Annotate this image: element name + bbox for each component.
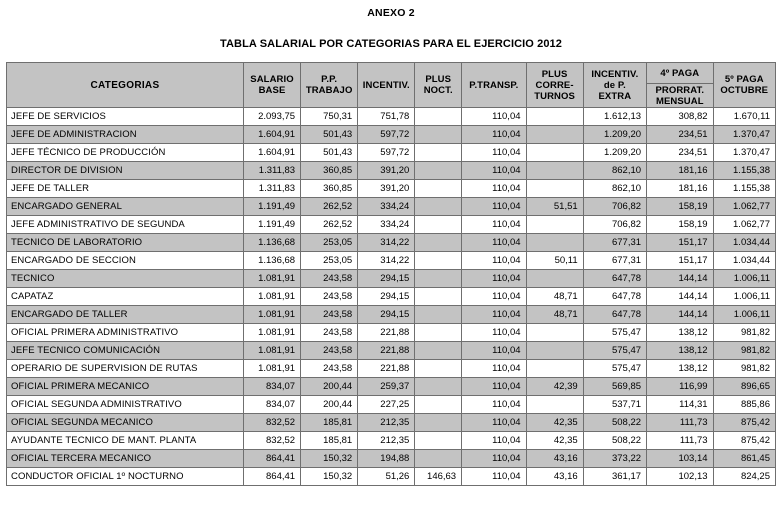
- cell-salario-base: 834,07: [243, 396, 300, 414]
- cell-paga-octubre: 875,42: [713, 414, 775, 432]
- cell-pp-trabajo: 243,58: [301, 306, 358, 324]
- cell-incentiv-p-extra: 1.209,20: [583, 144, 646, 162]
- cell-incentiv-p-extra: 706,82: [583, 216, 646, 234]
- cell-plus-noct: [415, 144, 462, 162]
- quinta-paga-line1: 5º PAGA: [724, 74, 764, 85]
- cell-pp-trabajo: 243,58: [301, 324, 358, 342]
- cell-plus-noct: [415, 342, 462, 360]
- cell-incentiv-p-extra: 361,17: [583, 468, 646, 486]
- cell-paga-octubre: 981,82: [713, 360, 775, 378]
- cell-pp-trabajo: 360,85: [301, 162, 358, 180]
- cell-pp-trabajo: 185,81: [301, 414, 358, 432]
- cell-salario-base: 1.081,91: [243, 342, 300, 360]
- cell-p-transp: 110,04: [462, 342, 526, 360]
- table-row: [7, 324, 776, 342]
- table-row: [7, 342, 776, 360]
- salario-base-line1: SALARIO: [250, 74, 294, 85]
- cell-pp-trabajo: 200,44: [301, 396, 358, 414]
- cell-paga-octubre: 1.006,11: [713, 288, 775, 306]
- cell-plus-corre-turnos: [526, 144, 583, 162]
- cell-prorrat-mensual: 111,73: [647, 414, 714, 432]
- cell-prorrat-mensual: 308,82: [647, 108, 714, 126]
- cell-plus-noct: [415, 432, 462, 450]
- cell-categoria: CAPATAZ: [7, 288, 244, 306]
- salario-base-line2: BASE: [258, 85, 286, 96]
- cell-salario-base: 1.604,91: [243, 126, 300, 144]
- cell-paga-octubre: 896,65: [713, 378, 775, 396]
- cell-paga-octubre: 875,42: [713, 432, 775, 450]
- cell-plus-corre-turnos: [526, 108, 583, 126]
- cell-salario-base: 832,52: [243, 414, 300, 432]
- cell-pp-trabajo: 243,58: [301, 360, 358, 378]
- table-row: [7, 378, 776, 396]
- cell-incentiv-p-extra: 647,78: [583, 288, 646, 306]
- cell-incentiv-p-extra: 575,47: [583, 324, 646, 342]
- cell-incentiv-p-extra: 862,10: [583, 180, 646, 198]
- cell-prorrat-mensual: 151,17: [647, 234, 714, 252]
- plus-corre-line1: PLUS: [541, 68, 568, 80]
- table-row: [7, 198, 776, 216]
- cell-salario-base: 864,41: [243, 450, 300, 468]
- prorrat-line2: MENSUAL: [655, 95, 704, 107]
- cell-salario-base: 1.311,83: [243, 180, 300, 198]
- cell-categoria: JEFE ADMINISTRATIVO DE SEGUNDA: [7, 216, 244, 234]
- cell-incentiv-p-extra: 1.209,20: [583, 126, 646, 144]
- table-body: [7, 108, 776, 486]
- cell-incentiv: 334,24: [358, 216, 415, 234]
- cell-prorrat-mensual: 138,12: [647, 342, 714, 360]
- cell-salario-base: 1.081,91: [243, 288, 300, 306]
- cell-incentiv-p-extra: 1.612,13: [583, 108, 646, 126]
- table-row: [7, 432, 776, 450]
- cell-prorrat-mensual: 116,99: [647, 378, 714, 396]
- col-header-plus-noct: [415, 63, 462, 108]
- cell-incentiv: 212,35: [358, 432, 415, 450]
- cell-plus-corre-turnos: [526, 126, 583, 144]
- cell-categoria: TECNICO: [7, 270, 244, 288]
- cell-incentiv: 221,88: [358, 342, 415, 360]
- cell-prorrat-mensual: 138,12: [647, 360, 714, 378]
- cell-pp-trabajo: 262,52: [301, 216, 358, 234]
- salary-table: [6, 62, 776, 486]
- cell-salario-base: 832,52: [243, 432, 300, 450]
- col-header-plus-corre-turnos: [526, 63, 583, 108]
- cell-salario-base: 1.081,91: [243, 306, 300, 324]
- cell-prorrat-mensual: 114,31: [647, 396, 714, 414]
- col-header-p-transp: P.TRANSP.: [462, 63, 526, 108]
- cell-plus-corre-turnos: 51,51: [526, 198, 583, 216]
- cell-prorrat-mensual: 158,19: [647, 216, 714, 234]
- cell-incentiv: 391,20: [358, 162, 415, 180]
- cell-prorrat-mensual: 144,14: [647, 288, 714, 306]
- cell-plus-corre-turnos: [526, 360, 583, 378]
- cell-p-transp: 110,04: [462, 450, 526, 468]
- cell-plus-noct: [415, 234, 462, 252]
- cell-categoria: JEFE TÉCNICO DE PRODUCCIÓN: [7, 144, 244, 162]
- col-header-salario-base: [243, 63, 300, 108]
- cell-plus-corre-turnos: 42,39: [526, 378, 583, 396]
- cell-plus-noct: [415, 198, 462, 216]
- cell-paga-octubre: 1.155,38: [713, 180, 775, 198]
- cell-prorrat-mensual: 158,19: [647, 198, 714, 216]
- cell-prorrat-mensual: 234,51: [647, 126, 714, 144]
- cell-incentiv: 194,88: [358, 450, 415, 468]
- cell-p-transp: 110,04: [462, 306, 526, 324]
- cell-plus-noct: [415, 360, 462, 378]
- cell-p-transp: 110,04: [462, 180, 526, 198]
- cell-paga-octubre: 1.034,44: [713, 234, 775, 252]
- cell-incentiv: 314,22: [358, 234, 415, 252]
- cell-p-transp: 110,04: [462, 162, 526, 180]
- cell-plus-noct: [415, 108, 462, 126]
- cell-paga-octubre: 981,82: [713, 324, 775, 342]
- cell-plus-corre-turnos: 43,16: [526, 450, 583, 468]
- table-row: [7, 360, 776, 378]
- cell-incentiv-p-extra: 537,71: [583, 396, 646, 414]
- cell-p-transp: 110,04: [462, 144, 526, 162]
- cell-salario-base: 1.081,91: [243, 360, 300, 378]
- cell-incentiv: 314,22: [358, 252, 415, 270]
- cell-categoria: OFICIAL PRIMERA MECANICO: [7, 378, 244, 396]
- cell-categoria: DIRECTOR DE DIVISION: [7, 162, 244, 180]
- cell-plus-noct: [415, 396, 462, 414]
- cell-categoria: OFICIAL PRIMERA ADMINISTRATIVO: [7, 324, 244, 342]
- incentiv-pextra-line1: INCENTIV.: [591, 68, 639, 80]
- cell-incentiv: 334,24: [358, 198, 415, 216]
- col-header-categorias: CATEGORIAS: [7, 63, 244, 108]
- cell-pp-trabajo: 185,81: [301, 432, 358, 450]
- cell-paga-octubre: 861,45: [713, 450, 775, 468]
- col-header-incentiv: INCENTIV.: [358, 63, 415, 108]
- cell-paga-octubre: 1.006,11: [713, 270, 775, 288]
- title-block: [0, 0, 782, 51]
- cell-paga-octubre: 1.062,77: [713, 216, 775, 234]
- cell-salario-base: 1.136,68: [243, 234, 300, 252]
- cell-plus-corre-turnos: [526, 396, 583, 414]
- col-header-cuarta-paga: 4º PAGA: [647, 63, 714, 84]
- cell-plus-noct: [415, 126, 462, 144]
- cell-salario-base: 1.604,91: [243, 144, 300, 162]
- incentiv-pextra-line3: EXTRA: [598, 90, 632, 102]
- cell-prorrat-mensual: 151,17: [647, 252, 714, 270]
- cell-salario-base: 834,07: [243, 378, 300, 396]
- cell-plus-noct: [415, 450, 462, 468]
- cell-prorrat-mensual: 234,51: [647, 144, 714, 162]
- cell-incentiv: 751,78: [358, 108, 415, 126]
- cell-incentiv: 391,20: [358, 180, 415, 198]
- col-header-incentiv-p-extra: [583, 63, 646, 108]
- cell-plus-noct: [415, 288, 462, 306]
- table-row: [7, 468, 776, 486]
- table-row: [7, 270, 776, 288]
- cell-p-transp: 110,04: [462, 396, 526, 414]
- salary-table-container: [6, 62, 776, 486]
- cell-categoria: JEFE DE ADMINISTRACION: [7, 126, 244, 144]
- table-row: [7, 108, 776, 126]
- cell-salario-base: 1.191,49: [243, 216, 300, 234]
- cell-plus-noct: [415, 324, 462, 342]
- cell-categoria: ENCARGADO DE TALLER: [7, 306, 244, 324]
- cell-plus-corre-turnos: [526, 324, 583, 342]
- cell-plus-corre-turnos: [526, 180, 583, 198]
- cell-salario-base: 1.311,83: [243, 162, 300, 180]
- cell-p-transp: 110,04: [462, 108, 526, 126]
- quinta-paga-line2: OCTUBRE: [720, 85, 769, 96]
- cell-salario-base: 1.136,68: [243, 252, 300, 270]
- cell-prorrat-mensual: 144,14: [647, 306, 714, 324]
- cell-prorrat-mensual: 181,16: [647, 162, 714, 180]
- cell-incentiv-p-extra: 647,78: [583, 306, 646, 324]
- plus-corre-line2: CORRE-: [535, 79, 574, 91]
- cell-p-transp: 110,04: [462, 216, 526, 234]
- cell-categoria: OFICIAL SEGUNDA MECANICO: [7, 414, 244, 432]
- cell-categoria: JEFE DE TALLER: [7, 180, 244, 198]
- cell-pp-trabajo: 243,58: [301, 288, 358, 306]
- cell-salario-base: 1.081,91: [243, 324, 300, 342]
- plus-noct-line2: NOCT.: [423, 85, 453, 96]
- cell-plus-noct: [415, 414, 462, 432]
- cell-prorrat-mensual: 138,12: [647, 324, 714, 342]
- table-row: [7, 288, 776, 306]
- cell-pp-trabajo: 501,43: [301, 144, 358, 162]
- table-row: [7, 180, 776, 198]
- cell-pp-trabajo: 150,32: [301, 450, 358, 468]
- cell-incentiv-p-extra: 677,31: [583, 252, 646, 270]
- cell-plus-noct: 146,63: [415, 468, 462, 486]
- cell-plus-noct: [415, 306, 462, 324]
- cell-incentiv-p-extra: 677,31: [583, 234, 646, 252]
- table-row: [7, 414, 776, 432]
- cell-incentiv-p-extra: 706,82: [583, 198, 646, 216]
- cell-categoria: CONDUCTOR OFICIAL 1º NOCTURNO: [7, 468, 244, 486]
- cell-plus-corre-turnos: 48,71: [526, 306, 583, 324]
- cell-incentiv-p-extra: 575,47: [583, 360, 646, 378]
- cell-plus-noct: [415, 180, 462, 198]
- table-row: [7, 162, 776, 180]
- table-row: [7, 450, 776, 468]
- annex-label: ANEXO 2: [367, 7, 415, 19]
- page-title: TABLA SALARIAL POR CATEGORIAS PARA EL EJERCICIO 2012: [220, 38, 562, 50]
- table-row: [7, 252, 776, 270]
- cell-p-transp: 110,04: [462, 324, 526, 342]
- cell-categoria: ENCARGADO GENERAL: [7, 198, 244, 216]
- cell-plus-corre-turnos: [526, 342, 583, 360]
- cell-categoria: JEFE DE SERVICIOS: [7, 108, 244, 126]
- cell-categoria: OPERARIO DE SUPERVISION DE RUTAS: [7, 360, 244, 378]
- cell-plus-corre-turnos: 43,16: [526, 468, 583, 486]
- cell-incentiv-p-extra: 647,78: [583, 270, 646, 288]
- cell-p-transp: 110,04: [462, 468, 526, 486]
- table-row: [7, 234, 776, 252]
- col-header-prorrat-mensual: [647, 84, 714, 108]
- prorrat-line1: PRORRAT.: [655, 84, 705, 96]
- cell-paga-octubre: 981,82: [713, 342, 775, 360]
- table-row: [7, 144, 776, 162]
- cell-plus-noct: [415, 252, 462, 270]
- cell-incentiv: 51,26: [358, 468, 415, 486]
- cell-incentiv: 259,37: [358, 378, 415, 396]
- cell-plus-corre-turnos: [526, 234, 583, 252]
- cell-plus-corre-turnos: 42,35: [526, 414, 583, 432]
- cell-incentiv: 221,88: [358, 360, 415, 378]
- cell-p-transp: 110,04: [462, 126, 526, 144]
- table-header-row: [7, 63, 776, 84]
- table-row: [7, 126, 776, 144]
- cell-plus-noct: [415, 270, 462, 288]
- cell-p-transp: 110,04: [462, 414, 526, 432]
- cell-pp-trabajo: 243,58: [301, 342, 358, 360]
- cell-incentiv: 294,15: [358, 306, 415, 324]
- cell-salario-base: 1.081,91: [243, 270, 300, 288]
- cell-p-transp: 110,04: [462, 378, 526, 396]
- plus-corre-line3: TURNOS: [534, 90, 575, 102]
- pp-trabajo-line2: TRABAJO: [305, 85, 353, 96]
- cell-paga-octubre: 1.006,11: [713, 306, 775, 324]
- cell-incentiv: 294,15: [358, 270, 415, 288]
- cell-plus-corre-turnos: [526, 162, 583, 180]
- cell-pp-trabajo: 750,31: [301, 108, 358, 126]
- cell-salario-base: 864,41: [243, 468, 300, 486]
- table-row: [7, 216, 776, 234]
- col-header-pp-trabajo: [301, 63, 358, 108]
- cell-incentiv-p-extra: 575,47: [583, 342, 646, 360]
- incentiv-pextra-line2: de P.: [603, 79, 626, 91]
- col-header-quinta-paga-octubre: [713, 63, 775, 108]
- cell-incentiv: 597,72: [358, 144, 415, 162]
- cell-categoria: TECNICO DE LABORATORIO: [7, 234, 244, 252]
- cell-paga-octubre: 885,86: [713, 396, 775, 414]
- cell-paga-octubre: 1.370,47: [713, 126, 775, 144]
- cell-p-transp: 110,04: [462, 198, 526, 216]
- cell-prorrat-mensual: 181,16: [647, 180, 714, 198]
- cell-p-transp: 110,04: [462, 432, 526, 450]
- cell-plus-corre-turnos: [526, 216, 583, 234]
- cell-categoria: OFICIAL SEGUNDA ADMINISTRATIVO: [7, 396, 244, 414]
- cell-incentiv-p-extra: 373,22: [583, 450, 646, 468]
- cell-incentiv-p-extra: 569,85: [583, 378, 646, 396]
- cell-incentiv-p-extra: 508,22: [583, 432, 646, 450]
- cell-plus-corre-turnos: [526, 270, 583, 288]
- cell-pp-trabajo: 253,05: [301, 252, 358, 270]
- cell-pp-trabajo: 150,32: [301, 468, 358, 486]
- cell-incentiv-p-extra: 862,10: [583, 162, 646, 180]
- cell-categoria: OFICIAL TERCERA MECANICO: [7, 450, 244, 468]
- cell-plus-noct: [415, 378, 462, 396]
- table-header: [7, 63, 776, 108]
- cell-prorrat-mensual: 111,73: [647, 432, 714, 450]
- cell-plus-noct: [415, 162, 462, 180]
- table-row: [7, 396, 776, 414]
- cell-p-transp: 110,04: [462, 234, 526, 252]
- cell-incentiv: 227,25: [358, 396, 415, 414]
- table-row: [7, 306, 776, 324]
- cell-pp-trabajo: 262,52: [301, 198, 358, 216]
- cell-paga-octubre: 1.034,44: [713, 252, 775, 270]
- cell-pp-trabajo: 200,44: [301, 378, 358, 396]
- cell-categoria: ENCARGADO DE SECCION: [7, 252, 244, 270]
- cell-salario-base: 2.093,75: [243, 108, 300, 126]
- cell-paga-octubre: 824,25: [713, 468, 775, 486]
- cell-pp-trabajo: 253,05: [301, 234, 358, 252]
- cell-incentiv: 221,88: [358, 324, 415, 342]
- cell-prorrat-mensual: 144,14: [647, 270, 714, 288]
- cell-pp-trabajo: 243,58: [301, 270, 358, 288]
- cell-pp-trabajo: 360,85: [301, 180, 358, 198]
- cell-pp-trabajo: 501,43: [301, 126, 358, 144]
- cell-paga-octubre: 1.155,38: [713, 162, 775, 180]
- cell-incentiv: 212,35: [358, 414, 415, 432]
- cell-plus-corre-turnos: 42,35: [526, 432, 583, 450]
- cell-plus-corre-turnos: 50,11: [526, 252, 583, 270]
- cell-salario-base: 1.191,49: [243, 198, 300, 216]
- cell-p-transp: 110,04: [462, 252, 526, 270]
- cell-prorrat-mensual: 103,14: [647, 450, 714, 468]
- cell-plus-corre-turnos: 48,71: [526, 288, 583, 306]
- cell-prorrat-mensual: 102,13: [647, 468, 714, 486]
- cell-paga-octubre: 1.670,11: [713, 108, 775, 126]
- cell-categoria: JEFE TECNICO COMUNICACIÓN: [7, 342, 244, 360]
- cell-p-transp: 110,04: [462, 288, 526, 306]
- cell-incentiv-p-extra: 508,22: [583, 414, 646, 432]
- cell-p-transp: 110,04: [462, 270, 526, 288]
- cell-incentiv: 597,72: [358, 126, 415, 144]
- cell-plus-noct: [415, 216, 462, 234]
- cell-incentiv: 294,15: [358, 288, 415, 306]
- cell-paga-octubre: 1.370,47: [713, 144, 775, 162]
- cell-paga-octubre: 1.062,77: [713, 198, 775, 216]
- pp-trabajo-line1: P.P.: [321, 74, 338, 85]
- cell-p-transp: 110,04: [462, 360, 526, 378]
- cell-categoria: AYUDANTE TECNICO DE MANT. PLANTA: [7, 432, 244, 450]
- plus-noct-line1: PLUS: [425, 74, 452, 85]
